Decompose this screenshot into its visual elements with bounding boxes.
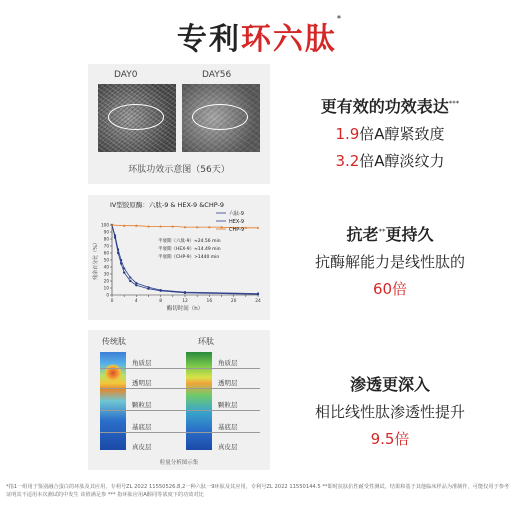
half-life-annotation: 半衰期（六肽-9）≈24.56 min (158, 239, 221, 244)
claim-line-wrinkle: 3.2倍A醇淡纹力 (335, 152, 445, 170)
data-point (135, 284, 137, 286)
data-point (123, 271, 125, 273)
page-title (0, 14, 520, 58)
claim-efficacy-head: 更有效的功效表达*** (320, 97, 460, 116)
y-tick-label: 40 (103, 264, 109, 270)
y-tick-label: 80 (103, 236, 109, 242)
data-point (123, 267, 125, 269)
layer-divider (100, 388, 260, 389)
title-part1: 专利 (176, 22, 241, 57)
layer-label-right: 颗粒层 (218, 401, 238, 409)
layer-divider (100, 410, 260, 411)
y-tick-label: 0 (106, 292, 109, 298)
claim-multiplier-60: 60倍 (372, 280, 408, 298)
skin-image-day56 (182, 84, 260, 152)
layer-divider (100, 368, 260, 369)
y-tick-label: 50 (103, 257, 109, 263)
skin-comparison-panel (88, 64, 270, 184)
traditional-penetration-map (100, 352, 126, 450)
data-point (184, 291, 186, 293)
claim-anti-aging-head: 抗老**更持久 (346, 225, 434, 244)
data-point (117, 249, 119, 251)
y-tick-label: 20 (103, 278, 109, 284)
legend-label: 六肽-9 (229, 210, 244, 217)
day56-label: DAY56 (202, 70, 232, 80)
title-part2: 环六肽 (240, 22, 337, 57)
penetration-caption: 粒量分析图示集 (159, 460, 199, 466)
title-mark: * (336, 14, 344, 23)
x-tick-label: 20 (230, 299, 237, 304)
layer-label-left: 透明层 (132, 379, 152, 387)
x-tick-label: 12 (182, 299, 188, 304)
half-life-annotation: 半衰期（HEX-9）≈14.49 min (158, 247, 221, 252)
claim-line-firmness: 1.9倍A醇紧致度 (335, 125, 445, 143)
layer-label-left: 角质层 (132, 359, 152, 367)
y-tick-label: 100 (101, 222, 109, 228)
claim-multiplier-9-5: 9.5倍 (370, 430, 410, 448)
y-tick-label: 70 (103, 243, 109, 249)
y-tick-label: 60 (103, 250, 109, 256)
y-tick-label: 10 (103, 285, 109, 291)
data-point (129, 280, 131, 282)
legend-label: HEX-9 (229, 218, 245, 225)
layer-label-left: 真皮层 (132, 443, 152, 451)
claim-efficacy (290, 94, 490, 171)
data-point (257, 293, 259, 295)
data-point (135, 282, 137, 284)
penetration-panel (88, 330, 270, 470)
y-tick-label: 90 (103, 229, 109, 235)
y-axis-label: 残余百分比（%） (93, 240, 99, 280)
layer-label-right: 角质层 (218, 359, 238, 367)
day0-label: DAY0 (114, 70, 138, 80)
layer-divider (100, 432, 260, 433)
data-point (129, 277, 131, 279)
claim-line-penetration: 相比线性肽渗透性提升 (314, 403, 465, 421)
x-tick-label: 16 (206, 299, 213, 304)
highlight-oval (108, 104, 164, 130)
x-tick-label: 8 (159, 299, 163, 304)
legend-label: CHP-9 (229, 226, 245, 233)
layer-label-right: 透明层 (218, 379, 238, 387)
highlight-oval (192, 104, 248, 130)
data-point (120, 259, 122, 261)
half-life-annotation: 半衰期（CHP-9）>1440 min (158, 255, 220, 260)
layer-label-right: 真皮层 (218, 443, 238, 451)
skin-image-day0 (98, 84, 176, 152)
enzyme-chart-panel (88, 195, 270, 320)
claim-penetration (290, 372, 490, 449)
y-tick-label: 30 (103, 271, 109, 277)
data-point (160, 289, 162, 291)
skin-caption: 环肽功效示意图（56天） (128, 165, 230, 175)
chart-title: IV型胶原酶：六肽-9 & HEX-9 &CHP-9 (110, 201, 224, 209)
cyclic-penetration-map (186, 352, 212, 450)
claim-line-enzyme: 抗酶解能力是线性肽的 (314, 253, 465, 271)
traditional-peptide-label: 传统肽 (102, 337, 126, 346)
enzyme-resistance-chart (88, 195, 270, 320)
data-point (114, 235, 116, 237)
x-axis-label: 酶切时间（h） (166, 306, 204, 312)
x-tick-label: 24 (255, 299, 261, 304)
cyclic-peptide-label: 环肽 (198, 337, 214, 346)
claim-anti-aging (290, 222, 490, 299)
data-point (148, 286, 150, 288)
footnote: *指1一组用于鉴别融合蛋白的环肽及其应用，专利号ZL 2022 11550526.8,2一种六肽一9环肽及其应用，专利号ZL 2022 11550144.5 **即时抗肽抗性耐受性测试，结果和基于其他临床样品为准制作，可能仅用于参考证明其不适用本次测试的中发生 该值满足参 *** 指环肽应用A醇同等浓度下的功效对比 (6, 484, 510, 498)
layer-label-right: 基底层 (218, 423, 238, 431)
claim-penetration-head: 渗透更深入 (349, 375, 430, 394)
layer-label-left: 基底层 (132, 423, 152, 431)
layer-label-left: 颗粒层 (132, 401, 152, 409)
x-tick-label: 4 (134, 299, 138, 304)
x-tick-label: 0 (110, 299, 114, 304)
